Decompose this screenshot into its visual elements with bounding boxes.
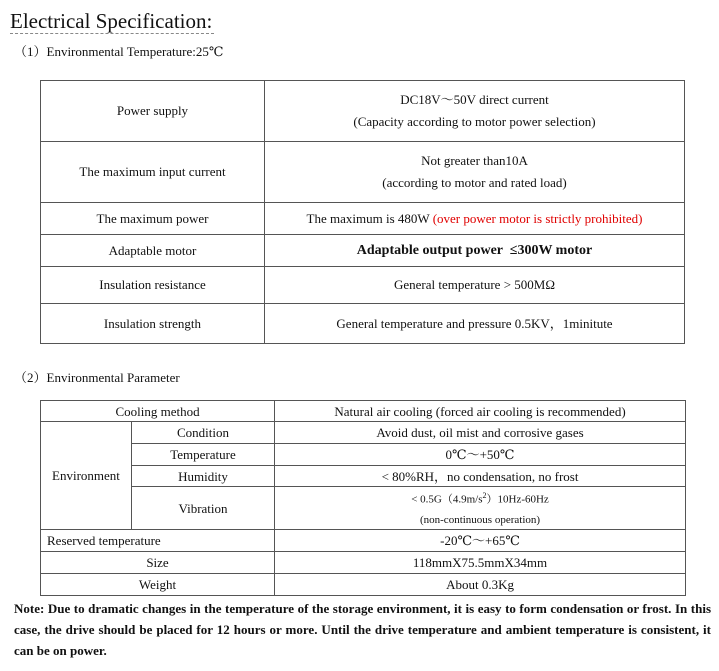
table-row <box>41 552 686 574</box>
vibration-label: Vibration <box>132 487 275 530</box>
max-current-line2: (according to motor and rated load) <box>382 175 567 190</box>
table-row <box>41 81 685 142</box>
reserved-value: -20℃～+65℃ <box>275 530 686 552</box>
table-row <box>41 444 686 466</box>
weight-value: About 0.3Kg <box>275 574 686 596</box>
insulation-resistance-value: General temperature > 500MΩ <box>265 267 685 304</box>
section1-title: （1）Environmental Temperature:25℃ <box>14 44 224 59</box>
cooling-label: Cooling method <box>41 401 275 422</box>
table-row <box>41 203 685 235</box>
condition-label: Condition <box>132 422 275 444</box>
humidity-label: Humidity <box>132 466 275 487</box>
storage-note: Note: Due to dramatic changes in the temperature of the storage environment, it is easy to form condensation or frost. In this case, the drive should be placed for 12 hours or more. Until the drive temperature and ambient temperature is consistent, it can be on power. <box>14 601 711 658</box>
vibration-value <box>275 487 686 530</box>
vibration-spec-range: ）10Hz-60Hz <box>486 493 549 506</box>
temperature-label: Temperature <box>132 444 275 466</box>
max-power-label: The maximum power <box>41 203 265 235</box>
section2-title: （2）Environmental Parameter <box>14 370 180 385</box>
max-power-warning: (over power motor is strictly prohibited) <box>432 210 643 226</box>
motor-value: Adaptable output power ≤300W motor <box>265 235 685 267</box>
table-row <box>41 401 686 422</box>
table-row <box>41 487 686 530</box>
size-label: Size <box>41 552 275 574</box>
max-power-value <box>265 203 685 235</box>
electrical-spec-table <box>40 80 685 344</box>
environment-label: Environment <box>41 422 132 530</box>
environment-table <box>40 400 686 596</box>
power-supply-label: Power supply <box>41 81 265 142</box>
motor-label: Adaptable motor <box>41 235 265 267</box>
insulation-strength-value: General temperature and pressure 0.5KV，1minitute <box>265 304 685 344</box>
table-row <box>41 574 686 596</box>
table-row <box>41 142 685 203</box>
size-value: 118mmX75.5mmX34mm <box>275 552 686 574</box>
table-row <box>41 267 685 304</box>
humidity-value: < 80%RH，no condensation, no frost <box>275 466 686 487</box>
weight-label: Weight <box>41 574 275 596</box>
vibration-note: (non-continuous operation) <box>419 514 541 527</box>
vibration-spec <box>278 488 682 508</box>
max-current-line1: Not greater than10A <box>421 153 528 168</box>
power-supply-line1: DC18V～50V direct current <box>400 92 549 107</box>
insulation-resistance-label: Insulation resistance <box>41 267 265 304</box>
insulation-strength-label: Insulation strength <box>41 304 265 344</box>
reserved-label: Reserved temperature <box>41 530 275 552</box>
table-row <box>41 235 685 267</box>
vibration-spec-text: < 0.5G（4.9m/s <box>411 493 483 506</box>
power-supply-line2: (Capacity according to motor power selection) <box>353 114 596 129</box>
power-supply-value <box>265 81 685 142</box>
table-row <box>41 530 686 552</box>
max-current-value <box>265 142 685 203</box>
cooling-value: Natural air cooling (forced air cooling is recommended) <box>275 401 686 422</box>
temperature-value: 0℃～+50℃ <box>275 444 686 466</box>
condition-value: Avoid dust, oil mist and corrosive gases <box>275 422 686 444</box>
table-row <box>41 466 686 487</box>
table-row <box>41 304 685 344</box>
max-power-text: The maximum is 480W <box>306 210 433 226</box>
table-row <box>41 422 686 444</box>
page-title: Electrical Specification: <box>10 9 213 33</box>
max-current-label: The maximum input current <box>41 142 265 203</box>
vibration-spec-exponent: 2 <box>482 490 487 500</box>
